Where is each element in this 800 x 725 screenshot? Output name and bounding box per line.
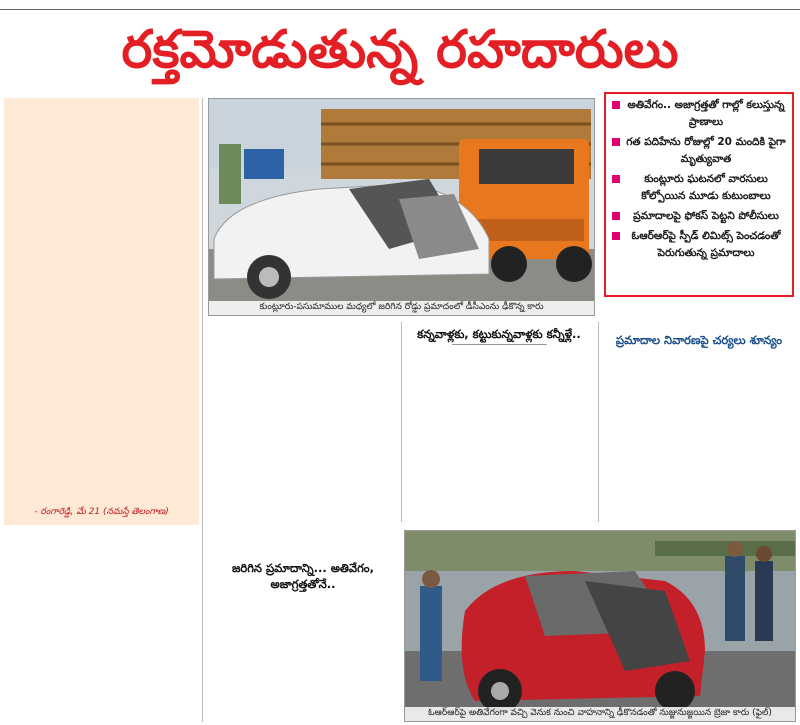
highlight-item [612,171,786,205]
col2-subhead [208,560,398,594]
highlight-text: ఓఆర్ఆర్‌పై స్పీడ్ లిమిట్స్ పెంచడంతో పెరుగుతున్న ప్రమాదాలు [631,230,781,259]
column-rule-3 [598,322,599,522]
top-strip [0,0,800,12]
accident-photo-1 [209,99,594,315]
photo-brezza-car [404,530,796,722]
headline: రక్తమోడుతున్న రహదారులు [121,20,679,80]
top-rule [0,9,800,10]
bullet-icon [612,175,620,183]
col4-text-top [604,302,794,332]
highlight-item [612,228,786,262]
col4-article [604,354,794,524]
col1-continued [4,530,199,722]
photo2-caption: ఓఆర్ఆర్‌పై అతివేగంగా వచ్చి వెనుక నుంచి వాహనాన్ని ఢీకొనడంతో నుజ్జునుజ్జయిన బ్రెజా కారు (ఫైల్) [405,707,795,721]
col2-subhead-text: జరిగిన ప్రమాదాన్ని... అతివేగం, అజాగ్రత్తతోనే.. [231,561,375,591]
photo-accident-dcm [208,98,595,316]
intro-box [4,98,199,525]
accident-photo-2 [405,531,795,721]
highlight-text: ప్రమాదాలపై ఫోకస్ పెట్టని పోలీసులు [633,210,779,222]
dateline: - రంగారెడ్డి, మే 21 (నమస్తే తెలంగాణ) [34,507,169,517]
col3-article [404,360,594,525]
bullet-icon [612,212,620,220]
column-rule-1 [202,98,203,722]
col4-subhead-text: ప్రమాదాల నివారణపై చర్యలు శూన్యం [615,333,783,347]
subhead-divider [452,344,547,345]
bullet-icon [612,232,620,240]
photo1-caption: కుంట్లూరు-పసుమాముల మధ్యలో జరిగిన రోడ్డు ప్రమాదంలో డీసీఎంను ఢీకొన్న కారు [209,301,594,315]
column-rule-2 [401,322,402,522]
highlight-item [612,208,786,225]
highlight-text: గత పదిహేను రోజుల్లో 20 మందికి పైగా మృత్యువాత [626,136,786,165]
col2-article-2 [208,600,398,722]
col2-article [208,322,398,552]
highlight-item [612,134,786,168]
bullet-icon [612,138,620,146]
highlight-text: కుంట్లూరు ఘటనలో వారసులు కోల్పోయిన మూడు కుటుంబాలు [641,173,771,202]
col3-subhead-text: కన్నవాళ్లకు, కట్టుకున్నవాళ్లకు కన్నీళ్లే.. [417,327,581,341]
bullet-icon [612,101,620,109]
highlight-item [612,97,786,131]
highlights-box [604,92,794,297]
col3-subhead [404,326,594,358]
highlight-text: అతివేగం.. అజాగ్రత్తతో గాల్లో కలుస్తున్న ప్రాణాలు [627,99,785,128]
col4-subhead [604,332,794,352]
